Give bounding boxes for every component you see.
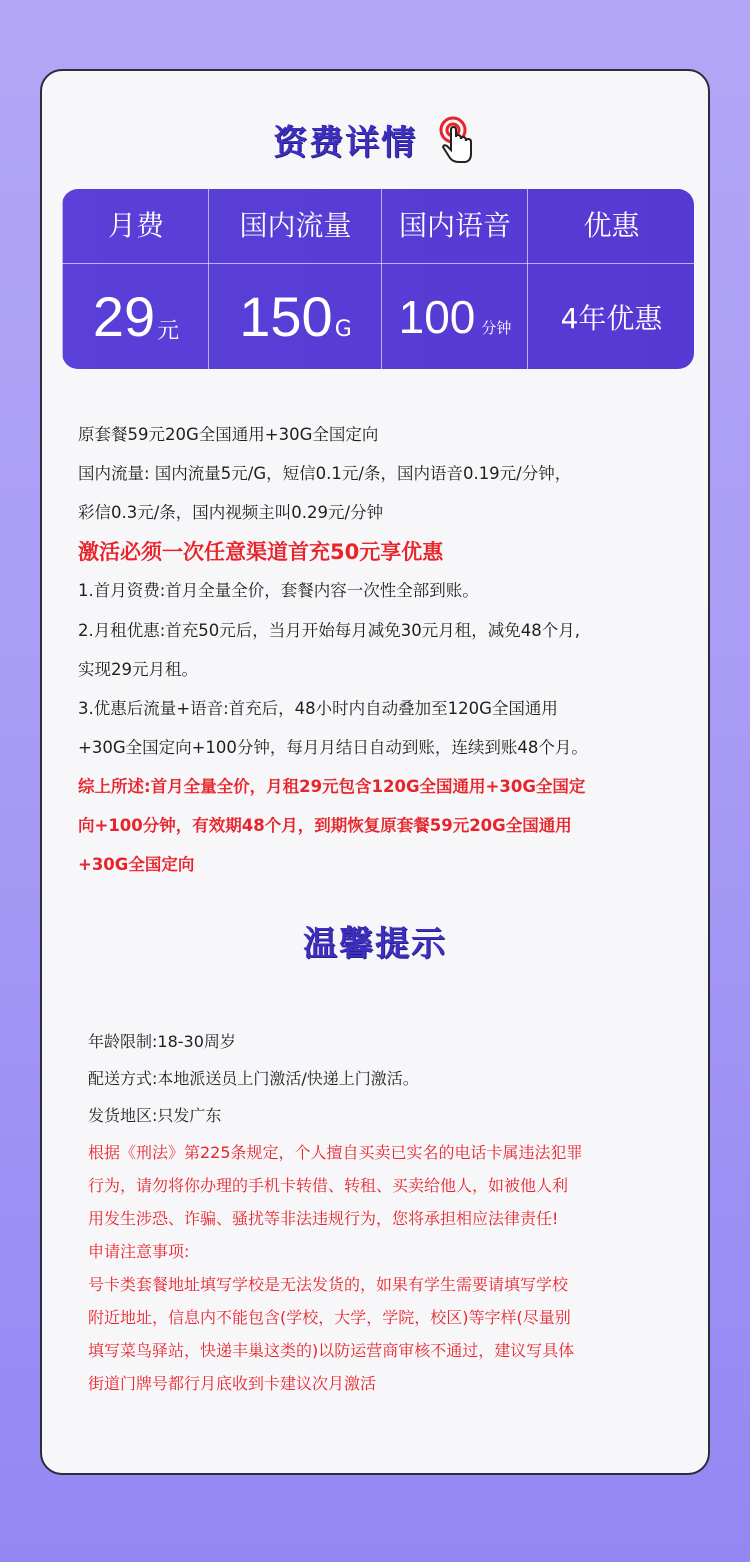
voice-column <box>381 189 528 369</box>
data-unit: G <box>334 317 352 342</box>
tariff-table <box>62 189 694 369</box>
data-value <box>209 264 382 369</box>
fee-unit: 元 <box>157 319 180 344</box>
discount-value <box>528 264 694 369</box>
data-number: 150 <box>239 285 333 348</box>
notice-heading: 申请注意事项: <box>88 1242 190 1261</box>
detail-line: +30G全国定向+100分钟，每月月结日自动到账，连续到账48个月。 <box>78 738 588 757</box>
activation-notice: 激活必须一次任意渠道首充50元享优惠 <box>78 540 444 564</box>
data-column <box>208 189 382 369</box>
notice-line: 填写菜鸟驿站，快递丰巢这类的)以防运营商审核不通过，建议写具体 <box>88 1341 575 1360</box>
data-header: 国内流量 <box>239 209 352 242</box>
legal-warning-line: 用发生涉恐、诈骗、骚扰等非法违规行为，您将承担相应法律责任! <box>88 1209 559 1228</box>
fee-number: 29 <box>92 285 156 348</box>
voice-header: 国内语音 <box>398 209 511 242</box>
tip-line: 配送方式:本地派送员上门激活/快递上门激活。 <box>88 1069 419 1088</box>
summary-line: +30G全国定向 <box>78 855 195 874</box>
notice-line: 附近地址，信息内不能包含(学校，大学，学院，校区)等字样(尽量别 <box>88 1308 571 1327</box>
legal-warning-line: 行为，请勿将你办理的手机卡转借、转租、买卖给他人，如被他人利 <box>88 1176 569 1195</box>
detail-line: 实现29元月租。 <box>78 660 198 679</box>
notice-line: 号卡类套餐地址填写学校是无法发货的，如果有学生需要请填写学校 <box>88 1275 569 1294</box>
discount-header: 优惠 <box>583 209 640 242</box>
tariff-title <box>42 115 708 173</box>
detail-line: 2.月租优惠:首充50元后，当月开始每月减免30元月租，减免48个月, <box>78 621 581 640</box>
voice-unit: 分钟 <box>481 319 512 337</box>
detail-line: 原套餐59元20G全国通用+30G全国定向 <box>78 425 379 444</box>
voice-number: 100 <box>398 290 476 343</box>
legal-warning-line: 根据《刑法》第225条规定，个人擅自买卖已实名的电话卡属违法犯罪 <box>88 1143 583 1162</box>
content-card <box>40 69 710 1475</box>
fee-header: 月费 <box>107 209 164 242</box>
tip-line: 年龄限制:18-30周岁 <box>88 1032 236 1051</box>
notice-line: 街道门牌号都行月底收到卡建议次月激活 <box>88 1374 377 1393</box>
tariff-title-text: 资费详情 <box>273 123 418 163</box>
detail-line: 3.优惠后流量+语音:首充后，48小时内自动叠加至120G全国通用 <box>78 699 558 718</box>
detail-line: 1.首月资费:首月全量全价，套餐内容一次性全部到账。 <box>78 581 479 600</box>
tap-hand-icon <box>437 116 477 173</box>
summary-line: 综上所述:首月全量全价，月租29元包含120G全国通用+30G全国定 <box>78 777 586 796</box>
detail-line: 彩信0.3元/条，国内视频主叫0.29元/分钟 <box>78 503 384 522</box>
discount-text: 4年优惠 <box>560 301 663 335</box>
fee-column <box>62 189 209 369</box>
voice-value <box>382 264 528 369</box>
tips-title: 温馨提示 <box>303 924 447 964</box>
discount-column <box>527 189 694 369</box>
fee-value <box>63 264 209 369</box>
tip-line: 发货地区:只发广东 <box>88 1106 222 1125</box>
detail-line: 国内流量: 国内流量5元/G，短信0.1元/条，国内语音0.19元/分钟， <box>78 464 572 483</box>
summary-line: 向+100分钟，有效期48个月，到期恢复原套餐59元20G全国通用 <box>78 816 572 835</box>
